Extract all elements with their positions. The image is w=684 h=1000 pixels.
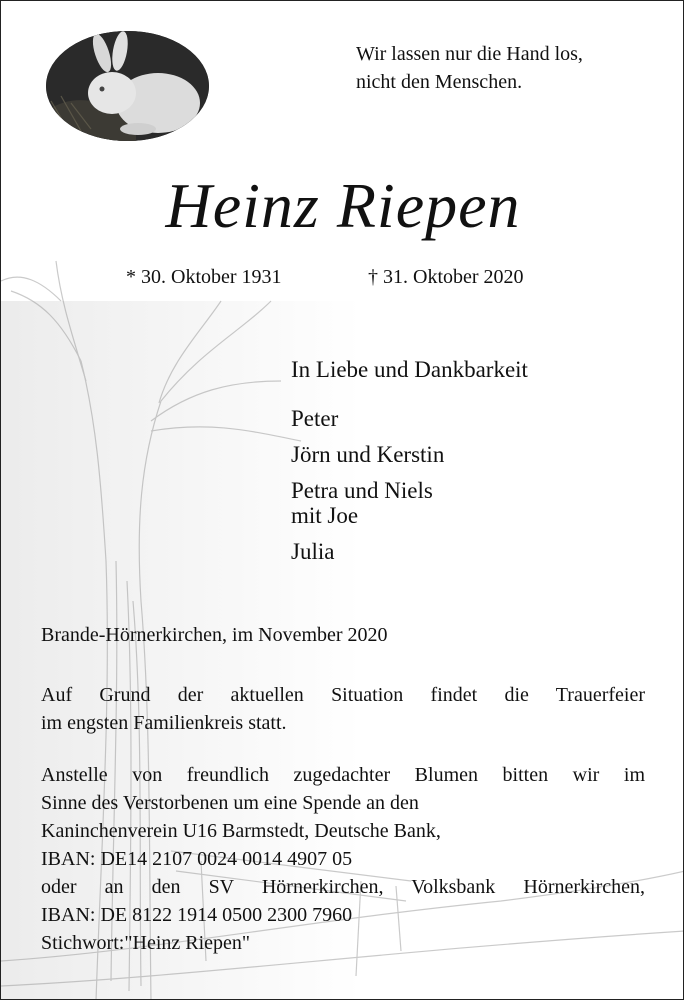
donation-line: Kaninchenverein U16 Barmstedt, Deutsche Bank, [41,820,441,842]
quote [356,40,656,96]
rabbit-photo [46,31,209,141]
donation-line: oder an den SV Hörnerkirchen, Volksbank Hörnerkirchen, [41,876,645,898]
family-member-line: Peter [291,406,339,431]
family-member-line: mit Joe [291,503,359,528]
family-list [291,356,528,575]
deceased-name: Heinz Riepen [165,170,521,241]
family-member-line: Julia [291,539,335,564]
quote-line: nicht den Menschen. [356,71,523,93]
donation-request [41,761,645,957]
donation-line: Sinne des Verstorbenen um eine Spende an den [41,792,419,814]
place-date [41,621,645,649]
death-date: † 31. Oktober 2020 [368,266,524,288]
quote-line: Wir lassen nur die Hand los, [356,43,583,65]
family-member-line: Jörn und Kerstin [291,442,445,467]
donation-line: Anstelle von freundlich zugedachter Blumen bitten wir im [41,764,645,786]
place-date-line: Brande-Hörnerkirchen, im November 2020 [41,624,388,646]
birth-date: * 30. Oktober 1931 [126,266,282,288]
funeral-notice [41,681,645,737]
family-member-line: Petra und Niels [291,478,433,503]
family-lead: In Liebe und Dankbarkeit [291,357,528,382]
iban-line: IBAN: DE14 2107 0024 0014 4907 05 [41,848,353,870]
rabbit-icon [46,31,209,141]
notice-line: Auf Grund der aktuellen Situation findet die Trauerfeier [41,684,645,706]
family-member [291,442,528,467]
notice-line: im engsten Familienkreis statt. [41,712,287,734]
family-member [291,478,528,528]
family-member [291,539,528,564]
family-member [291,406,528,431]
keyword-line: Stichwort:"Heinz Riepen" [41,932,251,954]
iban-line: IBAN: DE 8122 1914 0500 2300 7960 [41,904,353,926]
